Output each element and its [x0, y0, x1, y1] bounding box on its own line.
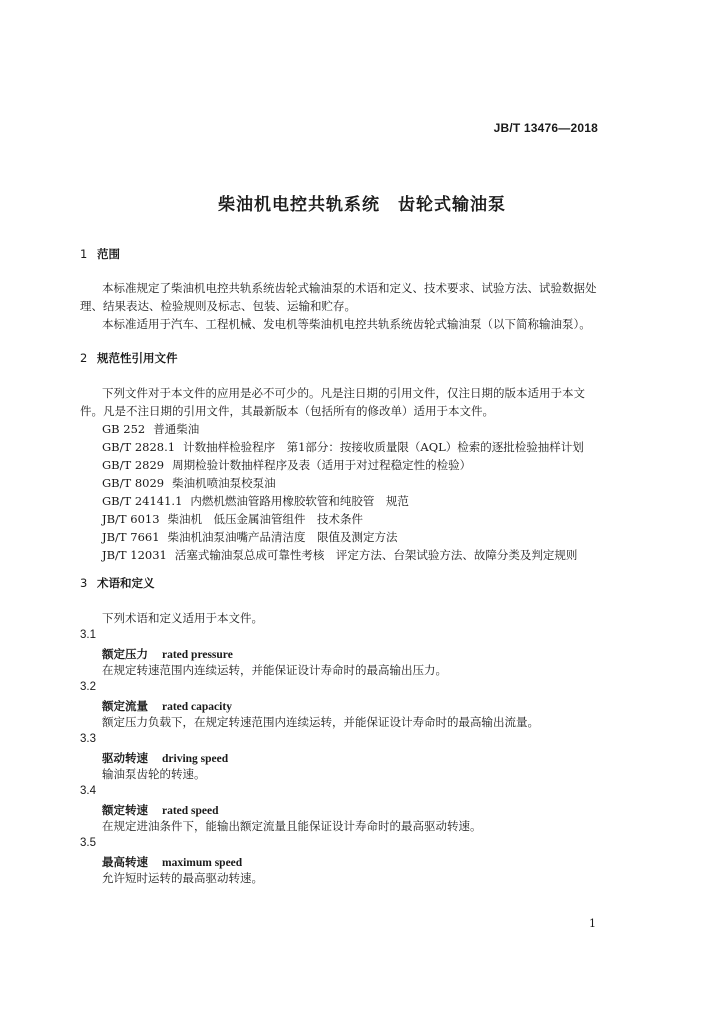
term-zh: 额定转速	[102, 803, 148, 817]
term-number: 3.1	[80, 629, 96, 641]
term-en: driving speed	[162, 753, 229, 765]
term-en: rated speed	[162, 805, 219, 817]
paragraph: 下列文件对于本文件的应用是必不可少的。凡是注日期的引用文件，仅注日期的版本适用于本文	[102, 386, 585, 400]
reference-code: JB/T 12031	[102, 548, 167, 562]
reference-code: GB/T 24141.1	[102, 494, 183, 508]
term-zh: 驱动转速	[102, 751, 148, 765]
reference-title: 柴油机 低压金属油管组件 技术条件	[167, 512, 364, 526]
reference-code: JB/T 7661	[102, 530, 160, 544]
term-en: maximum speed	[162, 857, 243, 869]
section-3-heading	[80, 575, 155, 591]
term-zh: 额定流量	[102, 699, 148, 713]
reference-item	[102, 474, 276, 492]
term-definition: 额定压力负载下，在规定转速范围内连续运转，并能保证设计寿命时的最高输出流量。	[102, 715, 539, 729]
reference-title: 活塞式输油泵总成可靠性考核 评定方法、台架试验方法、故障分类及判定规则	[174, 548, 578, 562]
standard-number: JB/T 13476—2018	[493, 121, 598, 135]
term-heading	[102, 698, 232, 714]
reference-title: 普通柴油	[153, 422, 200, 436]
section-2-heading	[80, 350, 178, 366]
reference-title: 柴油机油泵油嘴产品清洁度 限值及测定方法	[167, 530, 398, 544]
term-definition: 允许短时运转的最高驱动转速。	[102, 871, 263, 885]
section-number: 3	[80, 576, 88, 590]
term-heading	[102, 646, 233, 662]
reference-item	[102, 492, 409, 510]
reference-title: 柴油机喷油泵校泵油	[172, 476, 276, 490]
term-number: 3.3	[80, 733, 96, 745]
term-number: 3.5	[80, 837, 96, 849]
reference-title: 内燃机燃油管路用橡胶软管和纯胶管 规范	[190, 494, 409, 508]
term-zh: 最高转速	[102, 855, 148, 869]
reference-code: GB 252	[102, 422, 146, 436]
term-heading	[102, 854, 242, 870]
reference-item	[102, 546, 577, 564]
term-heading	[102, 802, 219, 818]
page-number: 1	[589, 917, 596, 930]
paragraph: 件。凡是不注日期的引用文件，其最新版本（包括所有的修改单）适用于本文件。	[80, 404, 494, 418]
reference-title: 计数抽样检验程序 第1部分：按接收质量限（AQL）检索的逐批检验抽样计划	[183, 440, 584, 454]
reference-item	[102, 420, 199, 438]
section-number: 2	[80, 351, 88, 365]
reference-code: GB/T 2828.1	[102, 440, 176, 454]
reference-title: 周期检验计数抽样程序及表（适用于对过程稳定性的检验）	[172, 458, 472, 472]
section-number: 1	[80, 247, 88, 261]
reference-item	[102, 438, 584, 456]
term-en: rated pressure	[162, 649, 233, 661]
term-number: 3.4	[80, 785, 96, 797]
term-definition: 输油泵齿轮的转速。	[102, 767, 206, 781]
paragraph: 本标准适用于汽车、工程机械、发电机等柴油机电控共轨系统齿轮式输油泵（以下简称输油泵）。	[102, 317, 591, 331]
term-heading	[102, 750, 228, 766]
term-number: 3.2	[80, 681, 96, 693]
term-definition: 在规定进油条件下，能输出额定流量且能保证设计寿命时的最高驱动转速。	[102, 819, 482, 833]
reference-item	[102, 456, 471, 474]
document-title: 柴油机电控共轨系统 齿轮式输油泵	[218, 195, 506, 215]
paragraph: 本标准规定了柴油机电控共轨系统齿轮式输油泵的术语和定义、技术要求、试验方法、试验数据处	[102, 281, 597, 295]
reference-code: JB/T 6013	[102, 512, 160, 526]
term-definition: 在规定转速范围内连续运转，并能保证设计寿命时的最高输出压力。	[102, 663, 447, 677]
term-en: rated capacity	[162, 701, 232, 713]
reference-item	[102, 528, 398, 546]
section-title: 术语和定义	[97, 576, 155, 590]
section-title: 规范性引用文件	[97, 351, 178, 365]
paragraph: 理、结果表达、检验规则及标志、包装、运输和贮存。	[80, 299, 356, 313]
paragraph: 下列术语和定义适用于本文件。	[102, 611, 263, 625]
section-title: 范围	[97, 247, 120, 261]
section-1-heading	[80, 246, 120, 262]
reference-code: GB/T 8029	[102, 476, 165, 490]
reference-code: GB/T 2829	[102, 458, 165, 472]
reference-item	[102, 510, 363, 528]
term-zh: 额定压力	[102, 647, 148, 661]
